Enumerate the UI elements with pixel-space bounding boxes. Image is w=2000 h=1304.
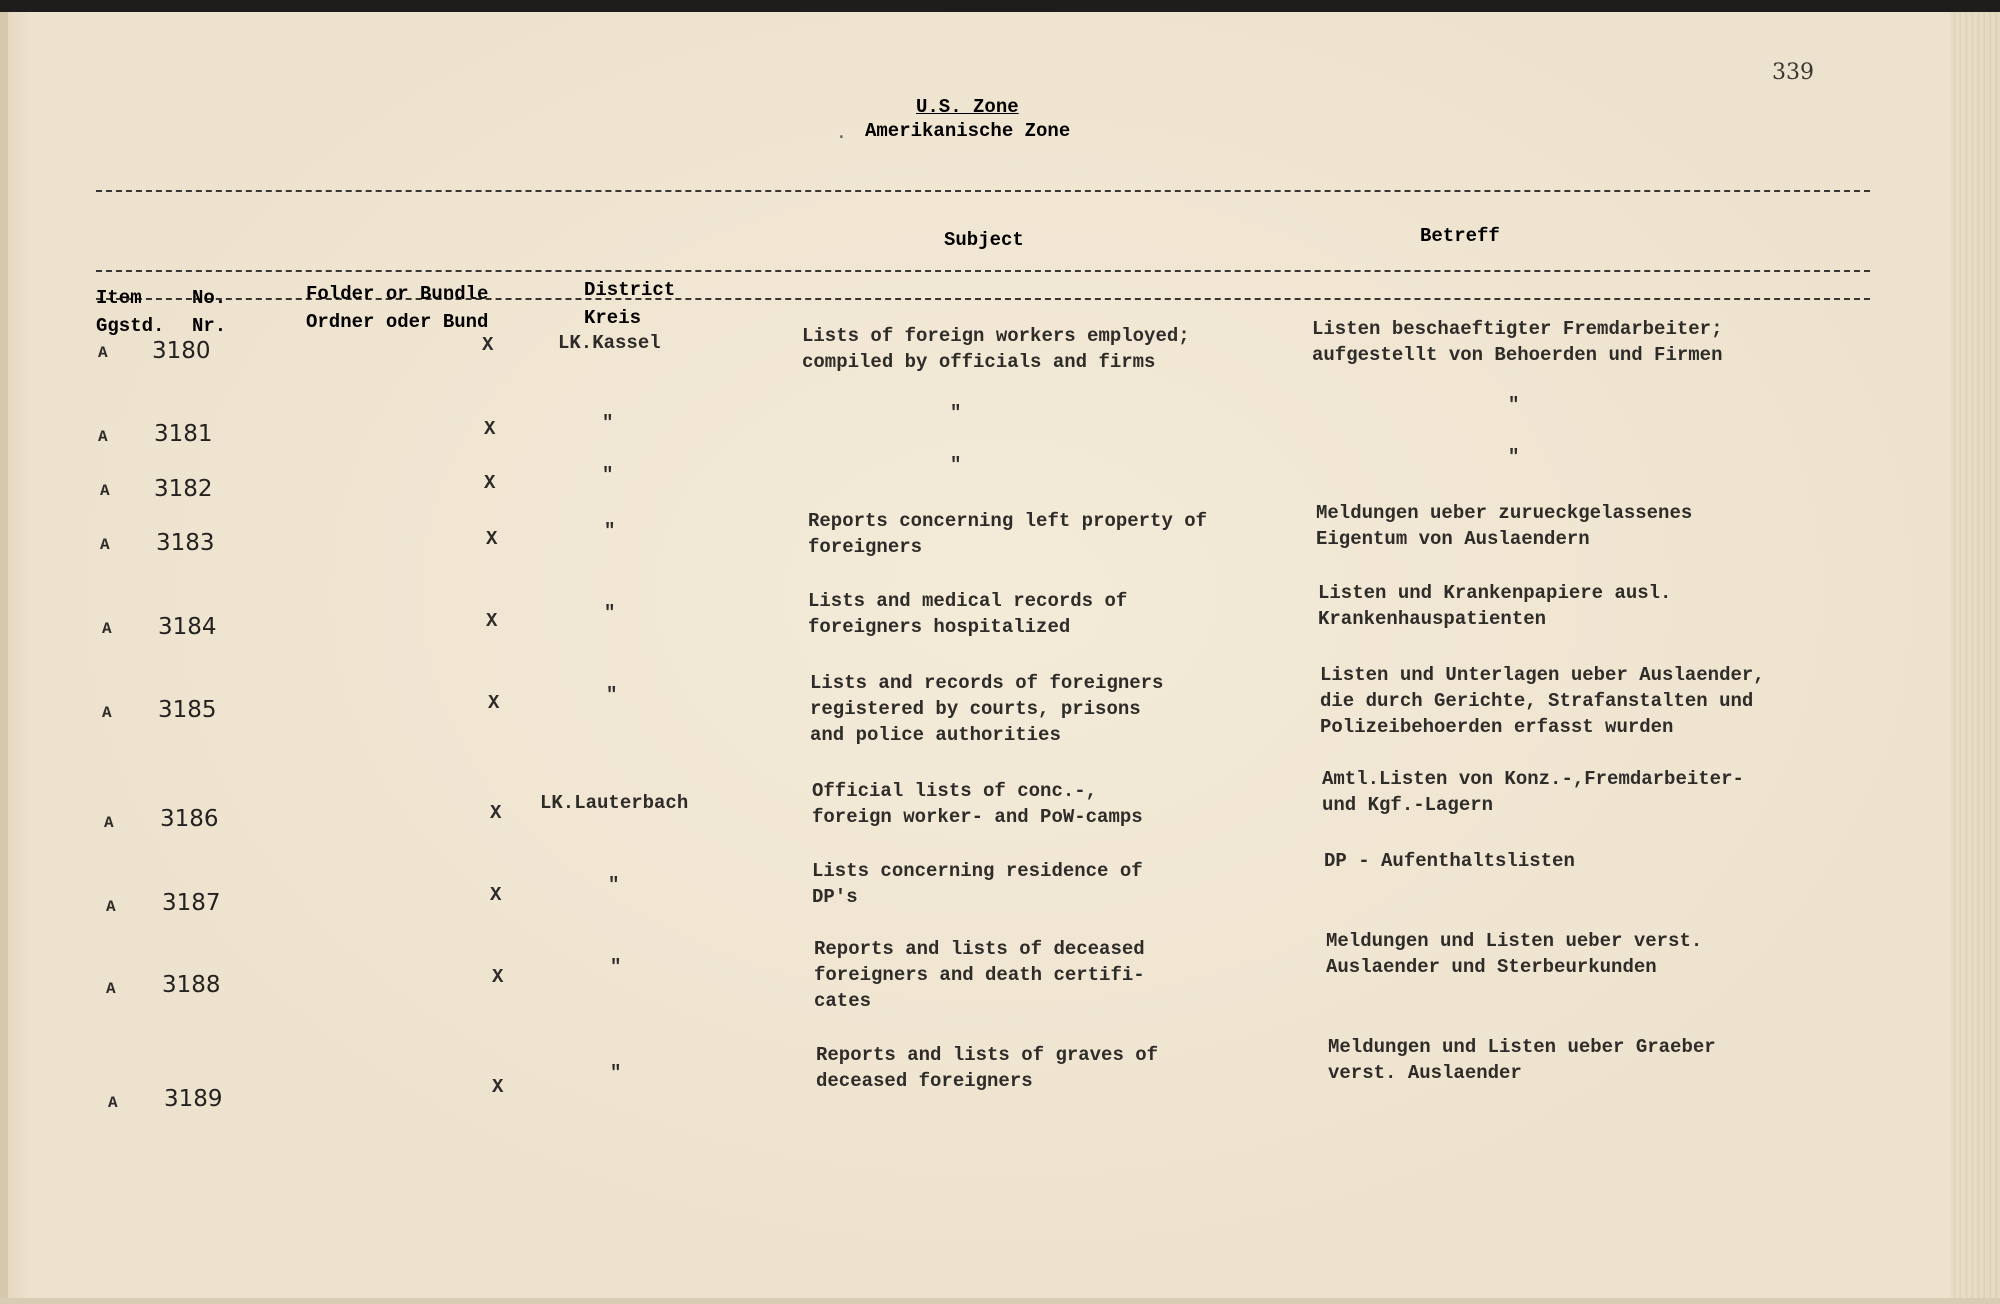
row-district: ": [610, 956, 622, 978]
row-folder-mark: X: [484, 472, 496, 494]
row-number: 3180: [152, 338, 211, 364]
row-subject: Lists of foreign workers employed; compiled by officials and firms: [802, 325, 1190, 373]
row-number: 3181: [154, 421, 213, 447]
stray-mark: .: [836, 124, 847, 144]
row-item-mark: A: [106, 898, 116, 916]
row-district: LK.Lauterbach: [540, 792, 689, 814]
row-number: 3189: [164, 1086, 223, 1112]
title-english: U.S. Zone: [916, 96, 1019, 118]
row-subject: Official lists of conc.-, foreign worker- and PoW-camps: [812, 780, 1143, 828]
row-subject: ": [950, 454, 962, 476]
row-number: 3186: [160, 806, 219, 832]
row-subject: Reports and lists of graves of deceased foreigners: [816, 1044, 1159, 1092]
row-item-mark: A: [98, 344, 108, 362]
row-subject: ": [950, 402, 962, 424]
row-district: ": [602, 464, 614, 486]
row-betreff: Meldungen ueber zurueckgelassenes Eigentum von Auslaendern: [1316, 502, 1693, 550]
row-betreff: Amtl.Listen von Konz.-,Fremdarbeiter- und Kgf.-Lagern: [1322, 768, 1744, 816]
row-number: 3182: [154, 476, 213, 502]
row-betreff: Listen und Unterlagen ueber Auslaender, die durch Gerichte, Strafanstalten und Polizeibehoerden erfasst wurden: [1320, 664, 1765, 738]
binding-edge: [0, 12, 8, 1304]
row-folder-mark: X: [484, 418, 496, 440]
row-item-mark: A: [104, 814, 114, 832]
row-folder-mark: X: [482, 334, 494, 356]
row-district: ": [606, 684, 618, 706]
row-betreff: Meldungen und Listen ueber verst. Auslaender und Sterbeurkunden: [1326, 930, 1703, 978]
row-betreff: Listen und Krankenpapiere ausl. Krankenhauspatienten: [1318, 582, 1672, 630]
row-district: ": [604, 520, 616, 542]
row-item-mark: A: [98, 428, 108, 446]
row-subject: Lists and records of foreigners registered by courts, prisons and police authorities: [810, 672, 1164, 746]
row-betreff: Meldungen und Listen ueber Graeber verst. Auslaender: [1328, 1036, 1716, 1084]
row-subject: Reports concerning left property of foreigners: [808, 510, 1208, 558]
page-number: 339: [1772, 60, 1814, 85]
header-rule-top: [96, 190, 1870, 192]
row-number: 3184: [158, 614, 217, 640]
row-item-mark: A: [100, 482, 110, 500]
row-item-mark: A: [100, 536, 110, 554]
header-subject: Subject: [944, 229, 1024, 251]
row-district: LK.Kassel: [558, 332, 661, 354]
row-betreff: Listen beschaeftigter Fremdarbeiter; aufgestellt von Behoerden und Firmen: [1312, 318, 1723, 366]
header-folder: Folder or Bundle Ordner oder Bund: [306, 283, 489, 333]
header-no: No. Nr.: [192, 287, 227, 337]
row-number: 3183: [156, 530, 215, 556]
row-district: ": [604, 602, 616, 624]
row-folder-mark: X: [492, 966, 504, 988]
row-subject: Lists concerning residence of DP's: [812, 860, 1143, 908]
header-betreff: Betreff: [1420, 225, 1500, 247]
row-subject: Reports and lists of deceased foreigners and death certifi- cates: [814, 938, 1145, 1012]
row-item-mark: A: [102, 704, 112, 722]
page-stack-edge: [1950, 12, 2000, 1304]
row-folder-mark: X: [488, 692, 500, 714]
row-district: ": [610, 1062, 622, 1084]
row-item-mark: A: [108, 1094, 118, 1112]
title-german: Amerikanische Zone: [865, 120, 1071, 142]
row-folder-mark: X: [486, 528, 498, 550]
row-betreff: DP - Aufenthaltslisten: [1324, 850, 1575, 872]
document-page: [0, 12, 2000, 1304]
row-number: 3185: [158, 697, 217, 723]
row-number: 3188: [162, 972, 221, 998]
row-betreff: ": [1508, 446, 1520, 468]
row-item-mark: A: [106, 980, 116, 998]
row-district: ": [602, 412, 614, 434]
header-item: Item Ggstd.: [96, 287, 165, 337]
row-subject: Lists and medical records of foreigners hospitalized: [808, 590, 1128, 638]
row-betreff: ": [1508, 394, 1520, 416]
row-district: ": [608, 874, 620, 896]
page-bottom-edge: [0, 1298, 2000, 1304]
row-item-mark: A: [102, 620, 112, 638]
row-number: 3187: [162, 890, 221, 916]
header-district: District Kreis: [584, 279, 676, 329]
row-folder-mark: X: [490, 884, 502, 906]
row-folder-mark: X: [492, 1076, 504, 1098]
row-folder-mark: X: [486, 610, 498, 632]
row-folder-mark: X: [490, 802, 502, 824]
